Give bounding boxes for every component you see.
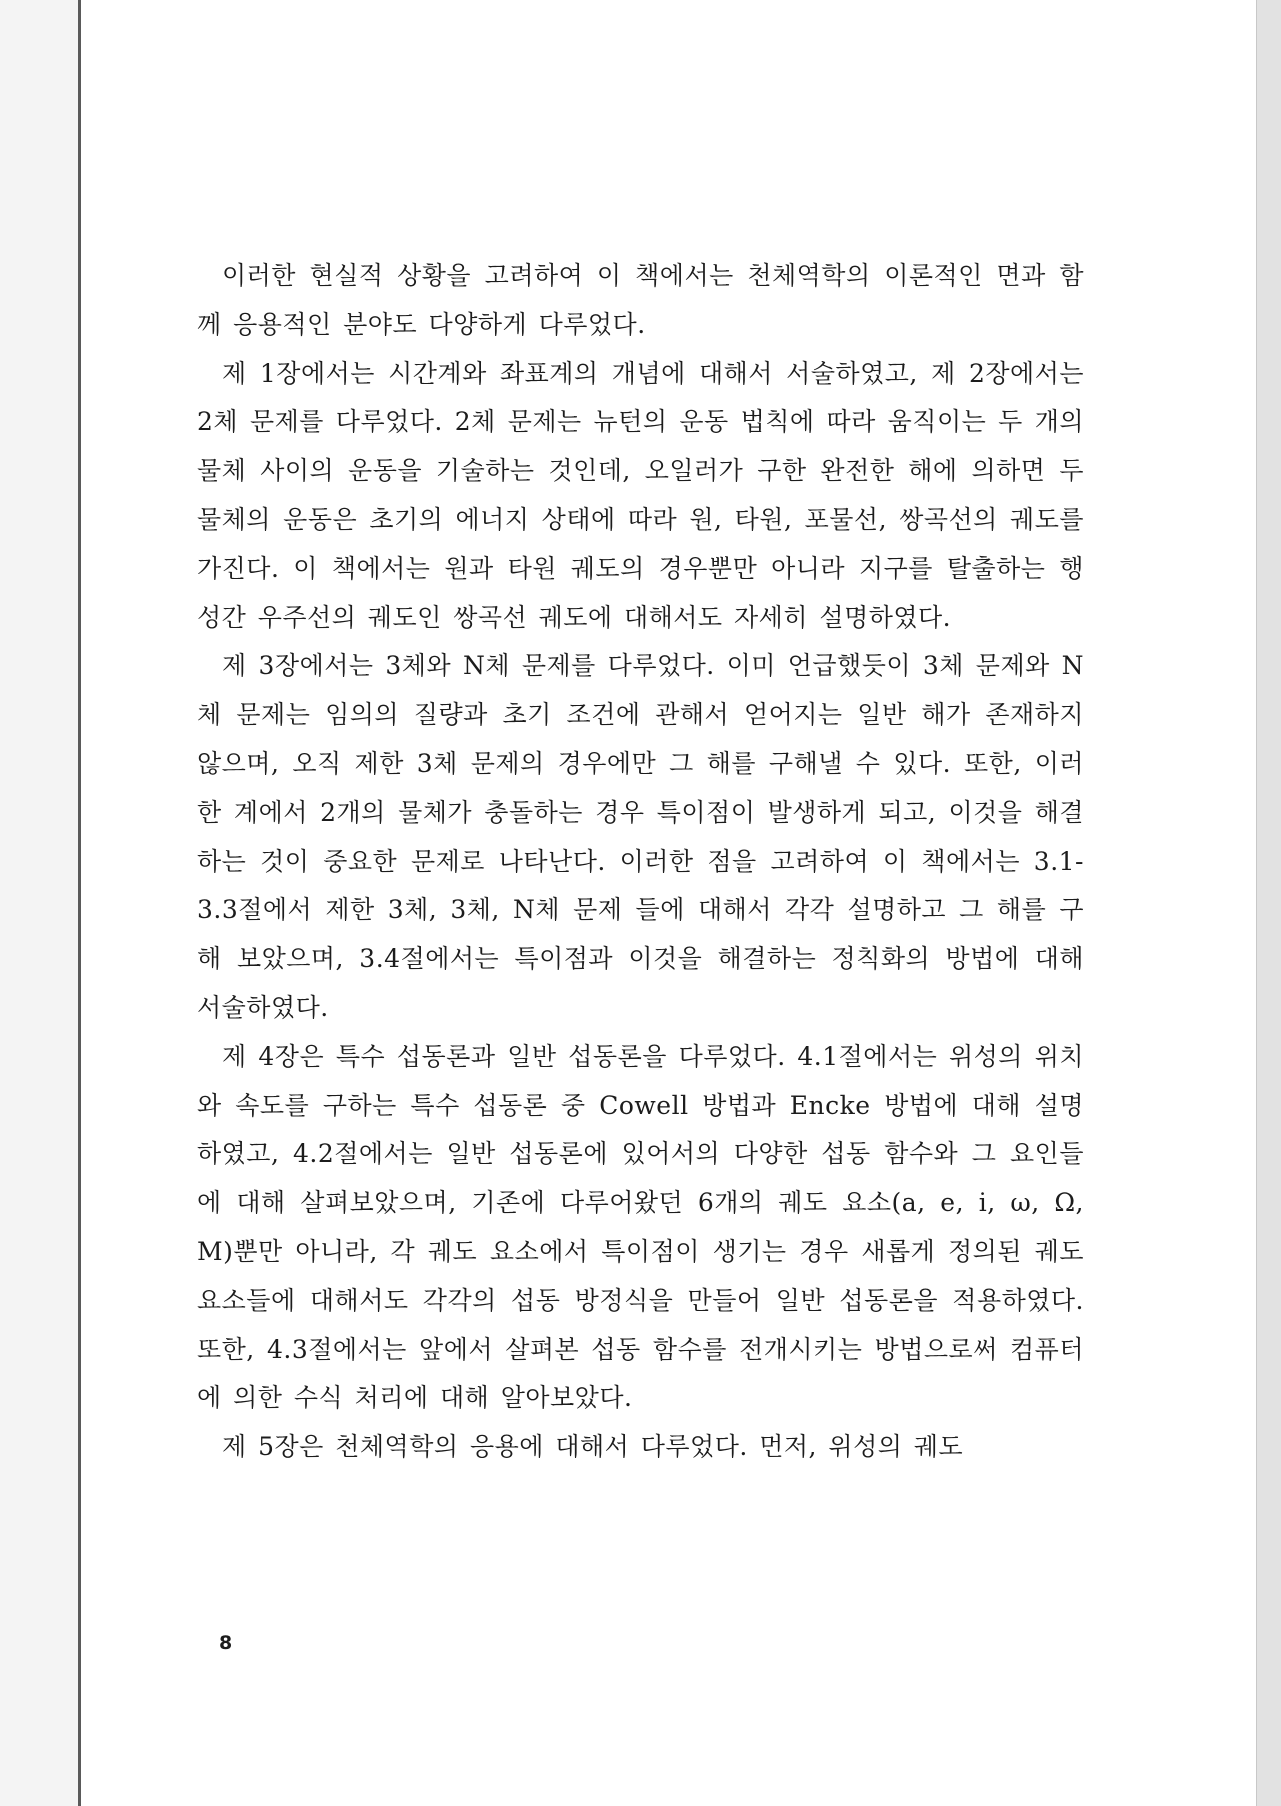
body-text <box>197 252 1084 1472</box>
paragraph-chapter-3: 제 3장에서는 3체와 N체 문제를 다루었다. 이미 언급했듯이 3체 문제와 N체 문제는 임의의 질량과 초기 조건에 관해서 얻어지는 일반 해가 존재하지 않으며, 오직 제한 3체 문제의 경우에만 그 해를 구해낼 수 있다. 또한, 이러한 계에서 2개의 물체가 충돌하는 경우 특이점이 발생하게 되고, 이것을 해결하는 것이 중요한 문제로 나타난다. 이러한 점을 고려하여 이 책에서는 3.1-3.3절에서 제한 3체, 3체, N체 문제 들에 대해서 각각 설명하고 그 해를 구해 보았으며, 3.4절에서는 특이점과 이것을 해결하는 정칙화의 방법에 대해 서술하였다. <box>197 651 1084 1022</box>
paragraph-intro: 이러한 현실적 상황을 고려하여 이 책에서는 천체역학의 이론적인 면과 함께 응용적인 분야도 다양하게 다루었다. <box>197 261 1084 339</box>
paragraph-chapter-1-2: 제 1장에서는 시간계와 좌표계의 개념에 대해서 서술하였고, 제 2장에서는 2체 문제를 다루었다. 2체 문제는 뉴턴의 운동 법칙에 따라 움직이는 두 개의 물체 사이의 운동을 기술하는 것인데, 오일러가 구한 완전한 해에 의하면 두 물체의 운동은 초기의 에너지 상태에 따라 원, 타원, 포물선, 쌍곡선의 궤도를 가진다. 이 책에서는 원과 타원 궤도의 경우뿐만 아니라 지구를 탈출하는 행성간 우주선의 궤도인 쌍곡선 궤도에 대해서도 자세히 설명하였다. <box>197 358 1084 632</box>
paragraph-chapter-4: 제 4장은 특수 섭동론과 일반 섭동론을 다루었다. 4.1절에서는 위성의 위치와 속도를 구하는 특수 섭동론 중 Cowell 방법과 Encke 방법에 대해 설명하였고, 4.2절에서는 일반 섭동론에 있어서의 다양한 섭동 함수와 그 요인들에 대해 살펴보았으며, 기존에 다루어왔던 6개의 궤도 요소(a, e, i, ω, Ω, M)뿐만 아니라, 각 궤도 요소에서 특이점이 생기는 경우 새롭게 정의된 궤도 요소들에 대해서도 각각의 섭동 방정식을 만들어 일반 섭동론을 적용하였다. 또한, 4.3절에서는 앞에서 살펴본 섭동 함수를 전개시키는 방법으로써 컴퓨터에 의한 수식 처리에 대해 알아보았다. <box>197 1041 1084 1413</box>
scan-right-margin <box>1257 0 1281 1806</box>
scan-left-edge <box>0 0 80 1806</box>
paragraph-chapter-5: 제 5장은 천체역학의 응용에 대해서 다루었다. 먼저, 위성의 궤도 <box>222 1432 964 1462</box>
page-number: 8 <box>219 1632 233 1654</box>
